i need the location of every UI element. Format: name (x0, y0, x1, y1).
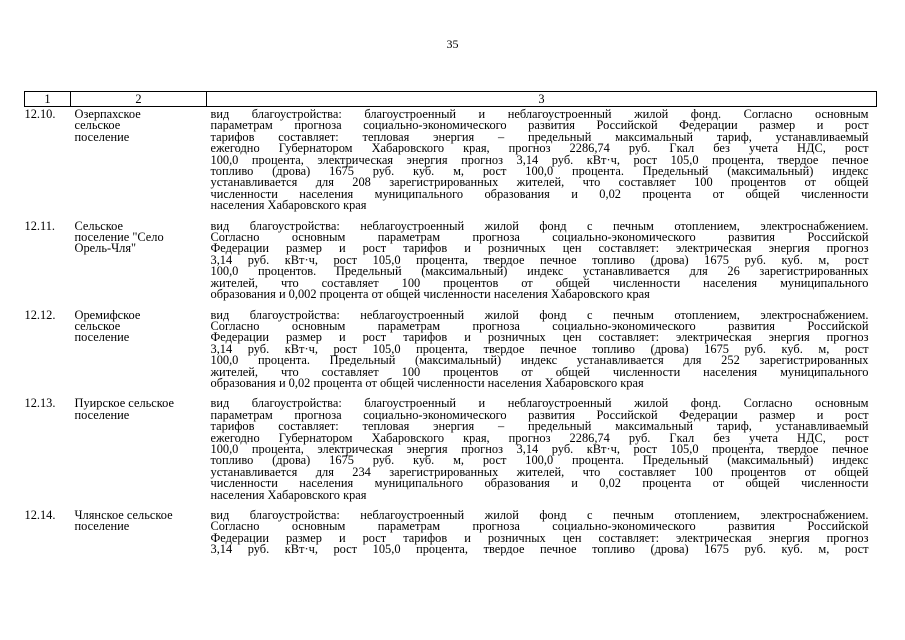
description-line: Федерации размер и рост тарифов и розничных цен составляет: электрическая энергия прогноз (210, 330, 869, 345)
description-line: устанавливается для 208 зарегистрированных жителей, что составляет 100 процентов от общей (210, 175, 869, 190)
description-line: 100,0 процента, электрическая энергия прогноз 3,14 руб. кВт·ч, рост 105,0 процента, твердое печное (210, 152, 869, 167)
description-line: жителей, что составляет 100 процентов от общей численности населения муниципального (210, 275, 869, 290)
table-header (25, 92, 877, 107)
row-number: 12.10. (24, 107, 56, 121)
settlement-description (207, 308, 877, 397)
tariff-table (24, 91, 877, 563)
row-number: 12.14. (24, 508, 56, 522)
settlement-name: Озерпахское сельское поселение (74, 107, 141, 144)
settlement-description (207, 219, 877, 308)
row-number: 12.13. (24, 396, 56, 411)
settlement-name: Оремифское сельское поселение (74, 307, 141, 345)
description-line: 100,0 процента, электрическая энергия прогноз 3,14 руб. кВт·ч, рост 105,0 процента, твердое печное (210, 441, 869, 456)
description-line: 100,0 процента. Предельный (максимальный) индекс устанавливается для 252 зарегистрированных (210, 353, 869, 368)
description-line: численности населения муниципального образования и 0,02 процента от общей численности (210, 186, 869, 201)
row-number: 12.12. (24, 307, 56, 322)
table-header-row (25, 92, 877, 107)
page-number: 35 (446, 37, 459, 51)
settlement-name: Пуирское сельское поселение (74, 396, 175, 422)
settlement-name: Сельское поселение "Село Орель-Чля" (74, 218, 164, 256)
description-line: вид благоустройства: благоустроенный и неблагоустроенный жилой фонд. Согласно основным (210, 107, 869, 121)
description-line: Федерации размер и рост тарифов и розничных цен составляет: электрическая энергия прогноз (210, 530, 869, 545)
description-line: Согласно основным параметрам прогноза социально-экономического развития Российской (210, 519, 869, 534)
description-line: населения Хабаровского края (210, 487, 367, 502)
row-number: 12.11. (24, 218, 56, 233)
description-line: образования и 0,002 процента от общей численности населения Хабаровского края (210, 287, 650, 302)
table-row (25, 308, 877, 397)
settlement-description (207, 107, 877, 219)
description-line: топливо (дрова) 1675 руб. куб. м, рост 100,0 процента. Предельный (максимальный) индекс (210, 453, 869, 468)
description-line: 3,14 руб. кВт·ч, рост 105,0 процента, твердое печное топливо (дрова) 1675 руб. куб. м, рост (210, 252, 869, 267)
settlement-description (207, 396, 877, 508)
description-line: ежегодно Губернатором Хабаровского края, прогноз 2286,74 руб. Гкал без учета НДС, рост (210, 141, 869, 156)
description-line: 100,0 процентов. Предельный (максимальный) индекс устанавливается для 26 зарегистрированных (210, 264, 869, 279)
column-header-1: 1 (25, 92, 71, 107)
description-line: образования и 0,02 процента от общей численности населения Хабаровского края (210, 375, 644, 390)
column-header-3: 3 (207, 92, 877, 107)
description-line: вид благоустройства: благоустроенный и неблагоустроенный жилой фонд. Согласно основным (210, 396, 869, 411)
description-line: вид благоустройства: неблагоустроенный жилой фонд с печным отоплением, электроснабжением. (210, 307, 869, 322)
table-row (25, 396, 877, 508)
description-line: Согласно основным параметрам прогноза социально-экономического развития Российской (210, 230, 869, 245)
settlement-description (207, 508, 877, 563)
description-line: Согласно основным параметрам прогноза социально-экономического развития Российской (210, 318, 869, 333)
table-row (25, 107, 877, 219)
description-line: населения Хабаровского края (210, 198, 367, 213)
description-line: численности населения муниципального образования и 0,02 процента от общей численности (210, 476, 869, 491)
description-line: устанавливается для 234 зарегистрированных жителей, что составляет 100 процентов от общей (210, 464, 869, 479)
table-body (25, 107, 877, 563)
description-line: параметрам прогноза социально-экономического развития Российской Федерации размер и рост (210, 407, 869, 422)
description-line: жителей, что составляет 100 процентов от общей численности населения муниципального (210, 364, 869, 379)
column-header-2: 2 (71, 92, 207, 107)
table-row (25, 219, 877, 308)
description-line: вид благоустройства: неблагоустроенный жилой фонд с печным отоплением, электроснабжением. (210, 508, 869, 522)
description-line: 3,14 руб. кВт·ч, рост 105,0 процента, твердое печное топливо (дрова) 1675 руб. куб. м, рост (210, 341, 869, 356)
description-line: тарифов составляет: тепловая энергия – предельный максимальный тариф, устанавливаемый (210, 419, 869, 434)
description-line: 3,14 руб. кВт·ч, рост 105,0 процента, твердое печное топливо (дрова) 1675 руб. куб. м, рост (210, 542, 869, 557)
description-line: ежегодно Губернатором Хабаровского края, прогноз 2286,74 руб. Гкал без учета НДС, рост (210, 430, 869, 445)
settlement-name: Члянское сельское поселение (74, 508, 173, 534)
description-line: вид благоустройства: неблагоустроенный жилой фонд с печным отоплением, электроснабжением. (210, 218, 869, 233)
table-row (25, 508, 877, 563)
description-line: параметрам прогноза социально-экономического развития Российской Федерации размер и рост (210, 118, 869, 133)
description-line: тарифов составляет: тепловая энергия – предельный максимальный тариф, устанавливаемый (210, 129, 869, 144)
description-line: Федерации размер и рост тарифов и розничных цен составляет: электрическая энергия прогноз (210, 241, 869, 256)
description-line: топливо (дрова) 1675 руб. куб. м, рост 100,0 процента. Предельный (максимальный) индекс (210, 164, 869, 179)
